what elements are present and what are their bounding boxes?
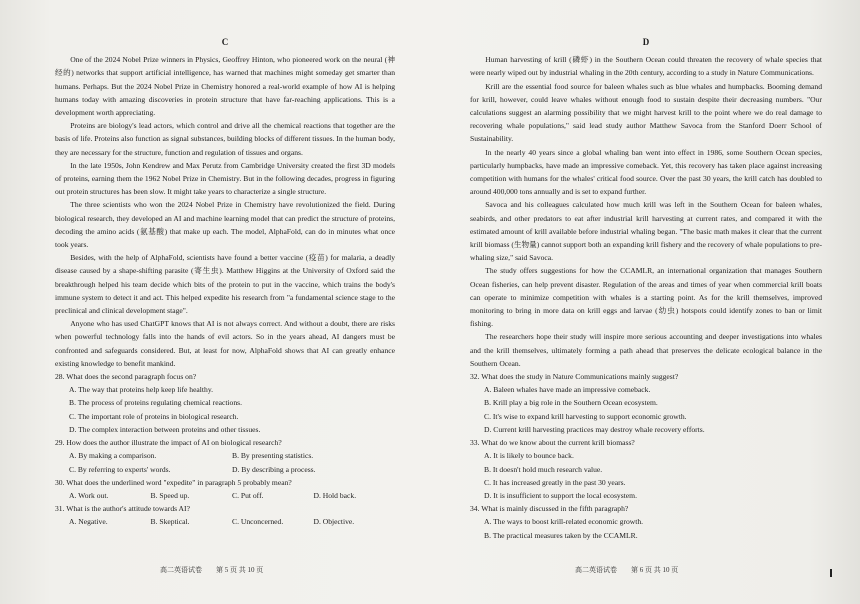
question-32-option-a: A. Baleen whales have made an impressive comeback. [484,385,651,395]
paragraph: The researchers hope their study will inspire more serious accounting and deeper investigations into whales and the krill themselves, ultimately forming a path ahead that preserves the delicate ecological balance in the Southern Ocean. [470,332,822,368]
question-28-option-c: C. The important role of proteins in biological research. [69,411,239,421]
question-28-option-d: D. The complex interaction between proteins and other tissues. [69,424,261,434]
page-footer-left [160,565,263,575]
question-32-stem: 32. What does the study in Nature Communications mainly suggest? [470,372,679,382]
page-footer-right [575,565,678,575]
question-30-option-b: B. Speed up. [150,490,190,500]
question-30-stem: 30. What does the underlined word "expedite" in paragraph 5 probably mean? [55,477,292,487]
question-33-option-b: B. It doesn't hold much research value. [484,464,603,474]
paragraph: In the nearly 40 years since a global whaling ban went into effect in 1986, some Southern Ocean species, particularly humpbacks, have made an impressive comeback. Yet, this recovery has taken place against increasing competition with humans for the whales' critical food source. Over the past 30 years, the krill catch has doubled to around 400,000 tons annually and is set to expand further. [470,147,822,197]
footer-subject: 高二英语试卷 [160,566,202,574]
question-31-option-d: D. Objective. [313,517,355,527]
question-29-stem: 29. How does the author illustrate the impact of AI on biological research? [55,438,282,448]
question-29-option-a: A. By making a comparison. [69,451,157,461]
question-28-option-a: A. The way that proteins help keep life healthy. [69,385,214,395]
scan-mark [830,569,832,577]
question-34-stem: 34. What is mainly discussed in the fifth paragraph? [470,504,629,514]
question-28-stem: 28. What does the second paragraph focus on? [55,372,197,382]
question-29-option-b: B. By presenting statistics. [232,451,314,461]
question-29-option-c: C. By referring to experts' words. [69,464,171,474]
section-title-c: C [221,37,229,47]
right-page [470,36,822,542]
question-33-stem: 33. What do we know about the current krill biomass? [470,438,635,448]
question-31-option-a: A. Negative. [69,517,108,527]
paragraph: In the late 1950s, John Kendrew and Max Perutz from Cambridge University created the first 3D models of proteins, earning them the 1962 Nobel Prize in Chemistry. But in the following decades, progress in figuring out protein structures has been slow. It might take years to characterize a single structure. [55,160,395,197]
question-30-options [69,489,395,502]
question-32-option-c: C. It's wise to expand krill harvesting to support economic growth. [484,411,687,421]
footer-page-number: 第 6 页 共 10 页 [631,566,679,574]
paragraph: Human harvesting of krill (磷虾) in the Southern Ocean could threaten the recovery of whale species that were nearly wiped out by industrial whaling in the 20th century, according to a study in Nature Communications. [470,55,822,78]
question-30-option-a: A. Work out. [69,490,109,500]
footer-page-number: 第 5 页 共 10 页 [216,566,264,574]
paragraph: The three scientists who won the 2024 Nobel Prize in Chemistry have revolutionized the field. During biological research, they developed an AI and machine learning model that can predict the structure of proteins, decoding the amino acids (氨基酸) that make up each. The model, AlphaFold, can do in minutes what once took years. [55,200,395,250]
question-31-stem: 31. What is the author's attitude towards AI? [55,504,190,514]
question-31-option-c: C. Unconcerned. [232,517,284,527]
paragraph: Savoca and his colleagues calculated how much krill was left in the Southern Ocean for baleen whales, seabirds, and other predators to eat after industrial krill harvesting at current rates, and compared it with the estimated amount of krill available before industrial whaling began. "The basic math makes it clear that the current krill biomass (生物量) cannot support both an expanding krill fishery and the recovery of whale populations to pre-whaling size," said Savoca. [470,200,822,263]
question-32-option-b: B. Krill play a big role in the Southern Ocean ecosystem. [484,398,658,408]
question-29-options [69,449,395,475]
paragraph: Krill are the essential food source for baleen whales such as blue whales and humpbacks. Booming demand for krill, however, could leave whales without enough food to sustain despite their decreasing numbers. "Our calculations suggest an alarming possibility that we might harvest krill to the point where we do real damage to recovering whale populations," said lead study author Matthew Savoca from the Stanford Doerr School of Sustainability. [470,81,822,144]
paragraph: The study offers suggestions for how the CCAMLR, an international organization that manages Southern Ocean fisheries, can help prevent disaster. Regulation of the areas and times of year when commercial krill boats can operate to minimize competition with whales is a starting point. As for the krill themselves, improved monitoring to bring in more data on krill eggs and larvae (幼虫) hotspots could identify zones to ban or limit fishing. [470,266,822,329]
question-33-option-a: A. It is likely to bounce back. [484,451,574,461]
paragraph: One of the 2024 Nobel Prize winners in Physics, Geoffrey Hinton, who pioneered work on the neural (神经的) networks that support artificial intelligence, has warned that machines might someday get smarter than humans. Perhaps. But the 2024 Nobel Prize in Chemistry honored a real-world example of how AI is helping humans today with amazing discoveries in protein structure that have far-reaching applications. This is a development worth appreciating. [55,55,395,118]
question-31-option-b: B. Skeptical. [150,517,190,527]
question-34-option-a: A. The ways to boost krill-related economic growth. [484,517,644,527]
question-28-option-b: B. The process of proteins regulating chemical reactions. [69,398,242,408]
paragraph: Besides, with the help of AlphaFold, scientists have found a better vaccine (疫苗) for malaria, a deadly disease caused by a shape-shifting parasite (寄生虫). Matthew Higgins at the University of Oxford said the breakthrough helped his team decide which bits of the protein to put in the vaccine, which trains the body's immune system to detect it and act. This helped expedite his research from "a fundamental science stage to the preclinical and clinical development stage". [55,253,395,316]
question-29-option-d: D. By describing a process. [232,464,316,474]
left-page [55,36,395,529]
question-30-option-c: C. Put off. [232,490,264,500]
question-33-option-c: C. It has increased greatly in the past 30 years. [484,477,626,487]
section-title-d: D [642,37,650,47]
question-30-option-d: D. Hold back. [313,490,357,500]
footer-subject: 高二英语试卷 [575,566,617,574]
paragraph: Proteins are biology's lead actors, which control and drive all the chemical reactions that together are the basis of life. Proteins also function as signal substances, building blocks of different tissues. In the human body, they are necessary for the structure, function and regulation of tissues and organs. [55,121,395,157]
question-32-option-d: D. Current krill harvesting practices may destroy whale recovery efforts. [484,424,705,434]
question-31-options [69,515,395,528]
question-33-option-d: D. It is insufficient to support the local ecosystem. [484,490,637,500]
paragraph: Anyone who has used ChatGPT knows that AI is not always correct. And without a doubt, there are risks when powerful technology falls into the hands of evil actors. So in the years ahead, AI dangers must be confronted and safeguards considered. But, at least for now, AlphaFold shows that AI can greatly enhance existing knowledge to benefit mankind. [55,319,395,368]
question-34-option-b: B. The practical measures taken by the CCAMLR. [484,530,638,540]
